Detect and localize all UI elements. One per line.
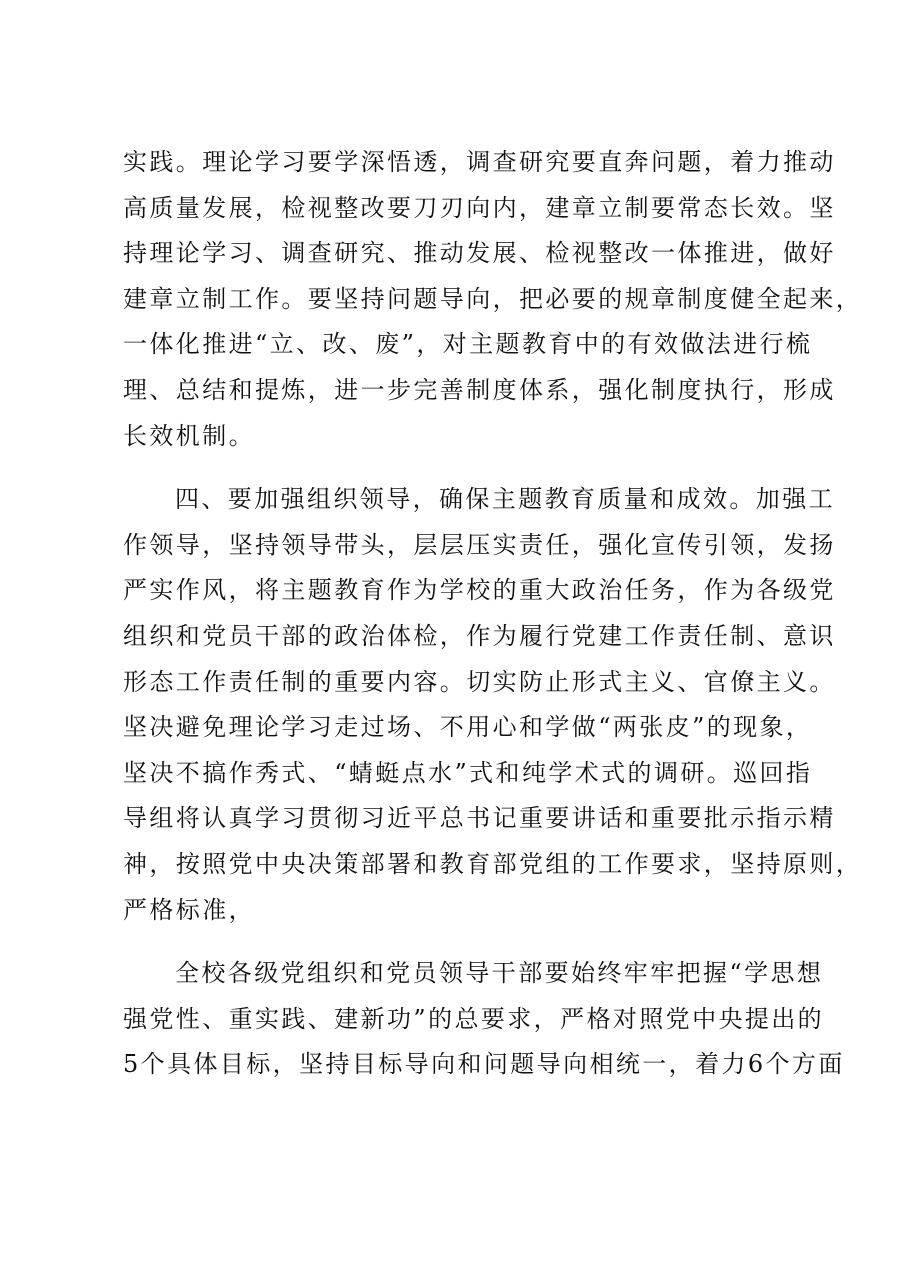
text-line: 强党性、重实践、建新功”的总要求，严格对照党中央提出的 <box>123 1004 825 1033</box>
text-line: 组织和党员干部的政治体检，作为履行党建工作责任制、意识 <box>123 621 836 650</box>
text-line: 作领导，坚持领导带头，层层压实责任，强化宣传引领，发扬 <box>123 530 836 559</box>
paragraph-2 <box>123 477 863 933</box>
text-line: 严格标准， <box>123 895 255 924</box>
text-line: 导组将认真学习贯彻习近平总书记重要讲话和重要批示指示精 <box>123 804 836 833</box>
text-line: 长效机制。 <box>123 421 255 450</box>
document-body <box>123 140 863 1088</box>
text-line: 高质量发展，检视整改要刀刃向内，建章立制要常态长效。坚 <box>123 193 836 222</box>
text-line: 理、总结和提炼，进一步完善制度体系，强化制度执行，形成 <box>123 375 836 404</box>
text-line: 坚决避免理论学习走过场、不用心和学做“两张皮”的现象， <box>123 713 813 742</box>
text-line: 四、要加强组织领导，确保主题教育质量和成效。加强工 <box>175 485 835 514</box>
text-line: 坚决不搞作秀式、“蜻蜓点水”式和纯学术式的调研。巡回指 <box>123 758 813 787</box>
text-line: 5个具体目标，坚持目标导向和问题导向相统一，着力6个方面 <box>123 1050 845 1079</box>
paragraph-spacer <box>123 459 813 477</box>
text-line: 实践。理论学习要学深悟透，调查研究要直奔问题，着力推动 <box>123 148 836 176</box>
text-line: 持理论学习、调查研究、推动发展、检视整改一体推进，做好 <box>123 239 836 268</box>
text-line: 形态工作责任制的重要内容。切实防止形式主义、官僚主义。 <box>123 667 836 696</box>
text-line: 神，按照党中央决策部署和教育部党组的工作要求，坚持原则， <box>123 849 863 878</box>
paragraph-spacer <box>123 933 813 951</box>
text-line: 全校各级党组织和党员领导干部要始终牢牢把握“学思想 <box>175 959 824 988</box>
paragraph-1 <box>123 140 863 459</box>
paragraph-3 <box>123 951 845 1088</box>
text-line: 一体化推进“立、改、废”，对主题教育中的有效做法进行梳 <box>123 330 813 359</box>
text-line: 严实作风，将主题教育作为学校的重大政治任务，作为各级党 <box>123 576 836 605</box>
text-line: 建章立制工作。要坚持问题导向，把必要的规章制度健全起来， <box>123 284 863 313</box>
